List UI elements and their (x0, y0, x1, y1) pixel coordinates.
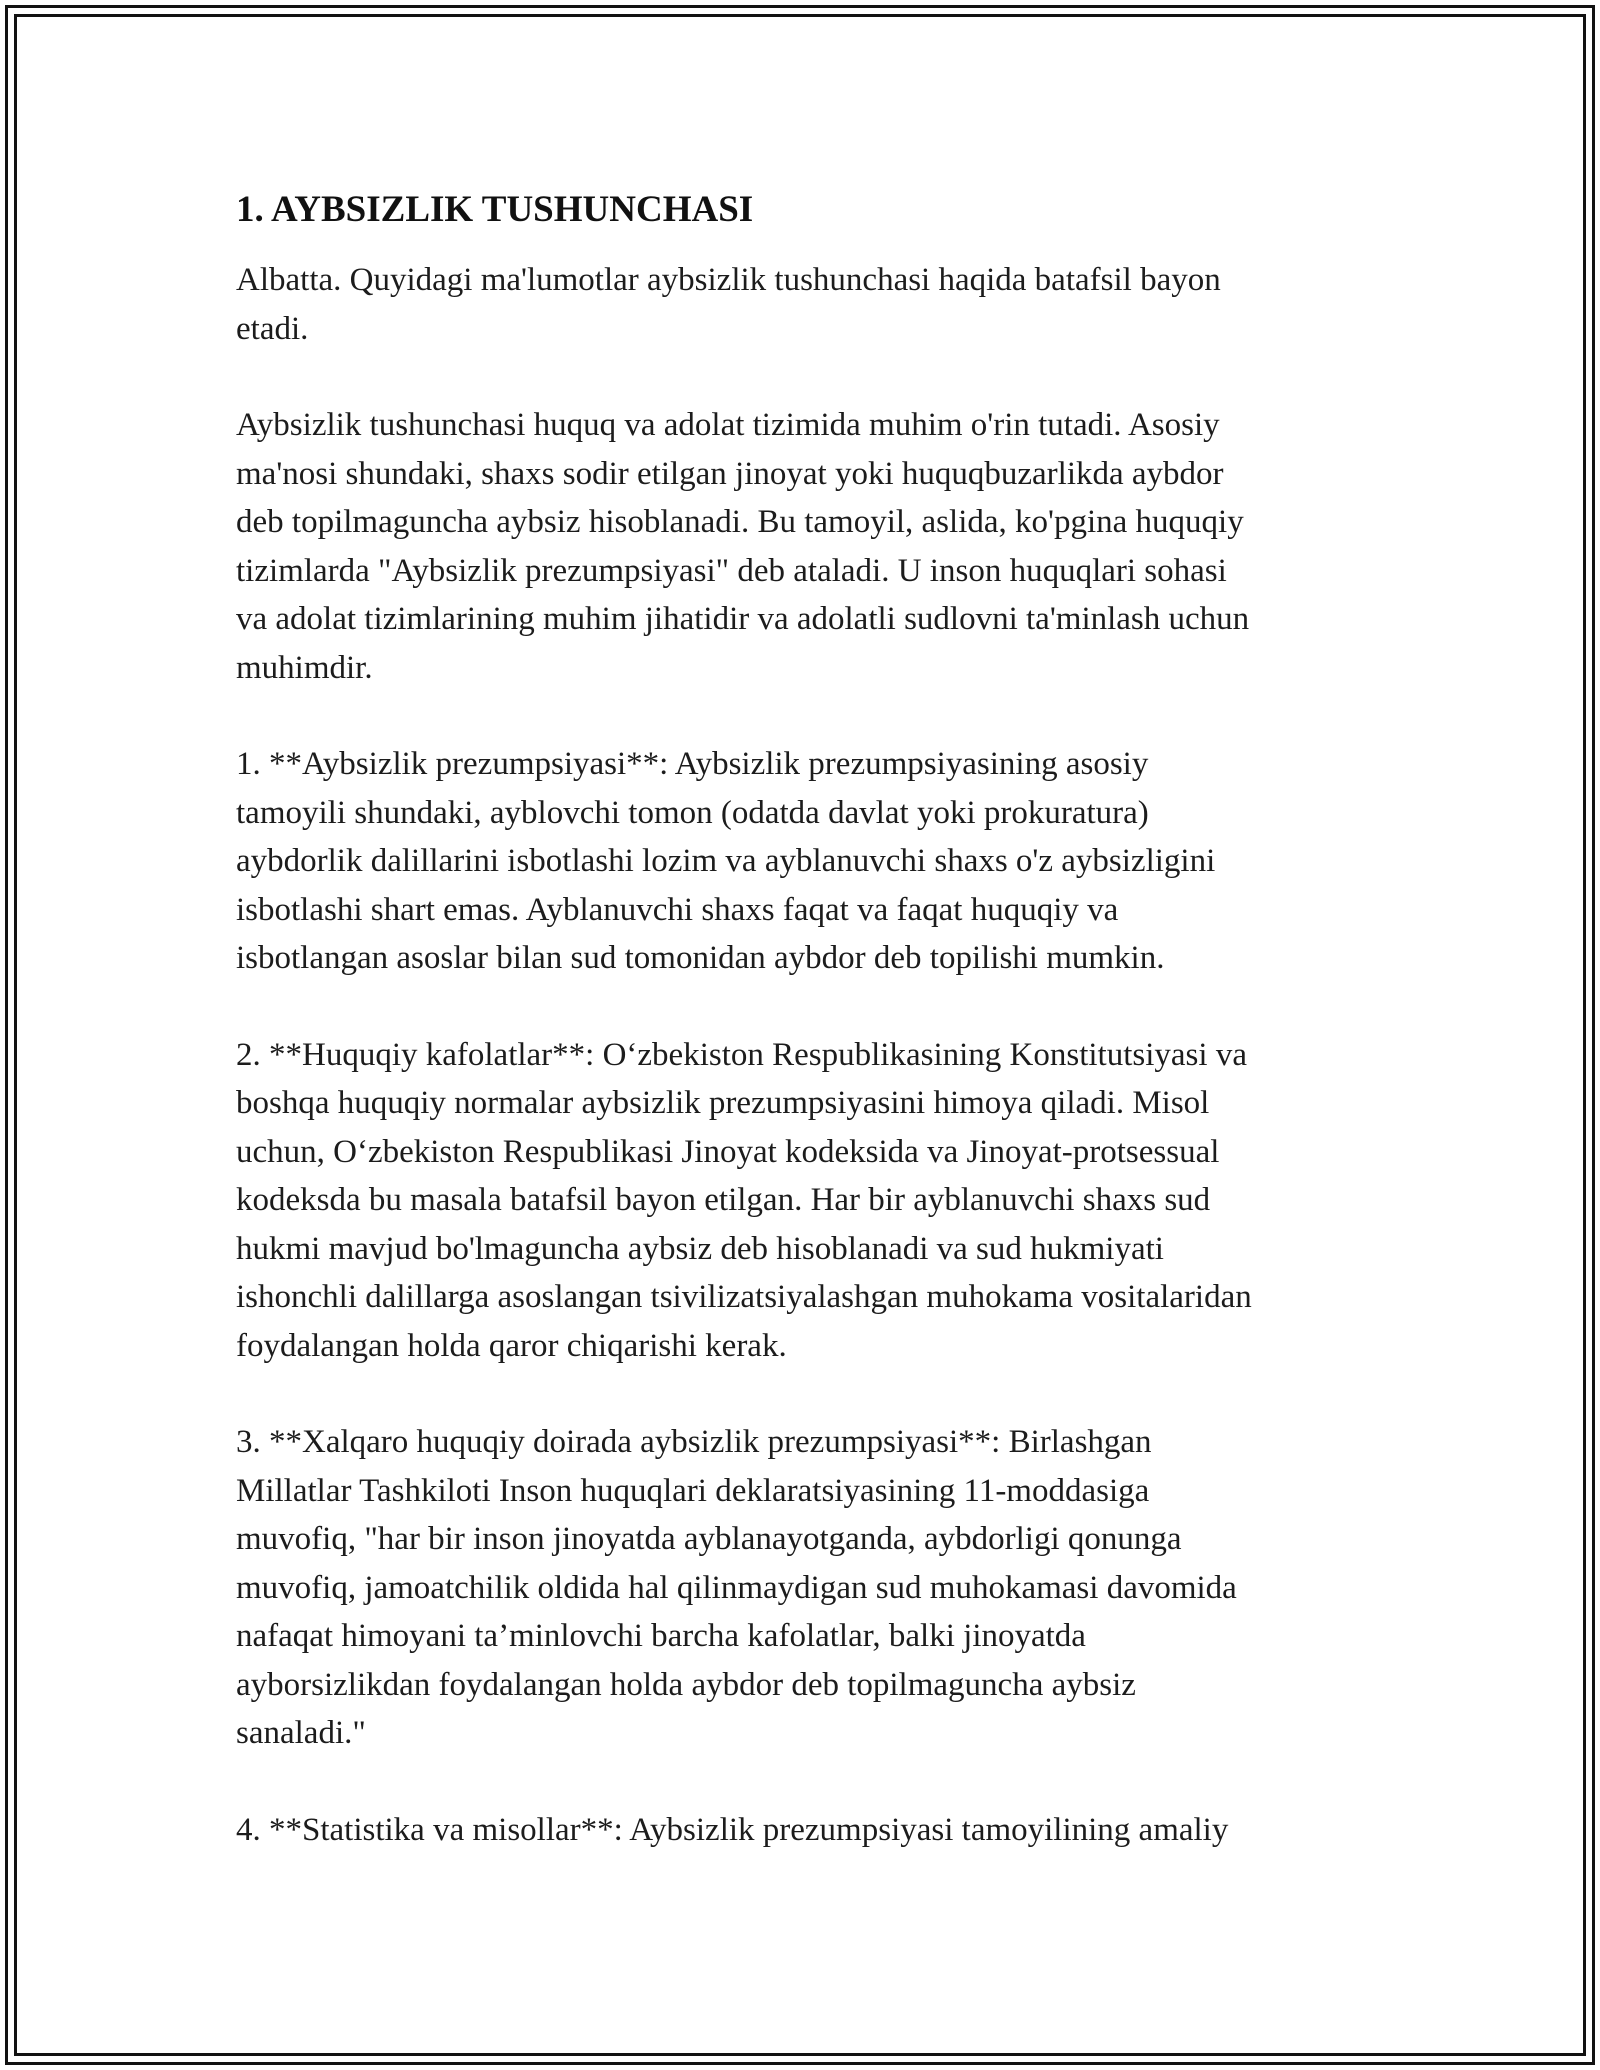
document-body (236, 186, 1376, 1854)
section-heading: 1. AYBSIZLIK TUSHUNCHASI (236, 189, 754, 230)
definition-paragraph: Aybsizlik tushunchasi huquq va adolat tizimida muhim o'rin tutadi. Asosiy ma'nosi shundaki, shaxs sodir etilgan jinoyat yoki huquqbuzarlikda aybdor deb topilmaguncha aybsiz hisoblanadi. Bu tamoyil, aslida, ko'pgina huquqiy tizimlarda "Aybsizlik prezumpsiyasi" deb ataladi. U inson huquqlari sohasi va adolat tizimlarining muhim jihatidir va adolatli sudlovni ta'minlash uchun muhimdir. (236, 407, 1250, 686)
list-item-presumption: 1. **Aybsizlik prezumpsiyasi**: Aybsizlik prezumpsiyasining asosiy tamoyili shundaki, ayblovchi tomon (odatda davlat yoki prokuratura) aybdorlik dalillarini isbotlashi lozim va ayblanuvchi shaxs o'z aybsizligini isbotlashi shart emas. Ayblanuvchi shaxs faqat va faqat huquqiy va isbotlangan asoslar bilan sud tomonidan aybdor deb topilishi mumkin. (236, 746, 1216, 976)
list-item-legal-guarantees: 2. **Huquqiy kafolatlar**: O‘zbekiston Respublikasining Konstitutsiyasi va boshqa huquqiy normalar aybsizlik prezumpsiyasini himoya qiladi. Misol uchun, O‘zbekiston Respublikasi Jinoyat kodeksida va Jinoyat-protsessual kodeksda bu masala batafsil bayon etilgan. Har bir ayblanuvchi shaxs sud hukmi mavjud bo'lmaguncha aybsiz deb hisoblanadi va sud hukmiyati ishonchli dalillarga asoslangan tsivilizatsiyalashgan muhokama vositalaridan foydalangan holda qaror chiqarishi kerak. (236, 1036, 1252, 1364)
intro-paragraph: Albatta. Quyidagi ma'lumotlar aybsizlik tushunchasi haqida batafsil bayon etadi. (236, 262, 1221, 347)
list-item-statistics: 4. **Statistika va misollar**: Aybsizlik prezumpsiyasi tamoyilining amaliy (236, 1811, 1229, 1848)
list-item-international-law: 3. **Xalqaro huquqiy doirada aybsizlik prezumpsiyasi**: Birlashgan Millatlar Tashkiloti Inson huquqlari deklaratsiyasining 11-moddasiga muvofiq, "har bir inson jinoyatda ayblanayotganda, aybdorligi qonunga muvofiq, jamoatchilik oldida hal qilinmaydigan sud muhokamasi davomida nafaqat himoyani ta’minlovchi barcha kafolatlar, balki jinoyatda ayborsizlikdan foydalangan holda aybdor deb topilmaguncha aybsiz sanaladi." (236, 1424, 1237, 1751)
